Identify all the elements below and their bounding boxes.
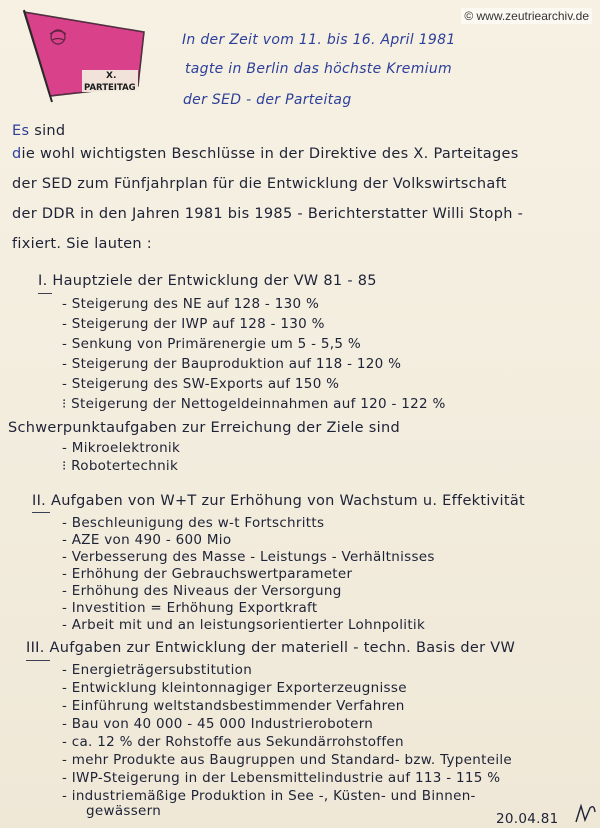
section-1-item: ⁝ Steigerung der Nettogeldeinnahmen auf 120 - 122 % bbox=[62, 396, 446, 412]
section-1-item: - Steigerung des NE auf 128 - 130 % bbox=[62, 296, 320, 312]
intro-line-1: In der Zeit vom 11. bis 16. April 1981 bbox=[182, 32, 456, 48]
section-1-subitem: ⁝ Robotertechnik bbox=[62, 458, 179, 474]
section-1-item: - Steigerung der Bauproduktion auf 118 - 120 % bbox=[62, 356, 402, 372]
paragraph-mark-2: d bbox=[12, 146, 22, 162]
section-3-item: - Einführung weltstandsbestimmender Verfahren bbox=[62, 698, 405, 714]
paragraph-line-2 bbox=[12, 146, 519, 162]
intro-line-3: der SED - der Parteitag bbox=[183, 92, 352, 108]
section-3-item: - industriemäßige Produktion in See -, Küsten- und Binnen- bbox=[62, 788, 476, 804]
section-1-subitem: - Mikroelektronik bbox=[62, 440, 181, 456]
section-1-item: - Steigerung der IWP auf 128 - 130 % bbox=[62, 316, 325, 332]
paragraph-line-1 bbox=[12, 123, 65, 139]
section-3-item: - IWP-Steigerung in der Lebensmittelindustrie auf 113 - 115 % bbox=[62, 770, 501, 786]
section-2-item: - AZE von 490 - 600 Mio bbox=[62, 532, 232, 548]
section-2-item: - Verbesserung des Masse - Leistungs - Verhältnisses bbox=[62, 549, 435, 565]
paragraph-mark-1: Es bbox=[12, 123, 30, 139]
section-3-item: - ca. 12 % der Rohstoffe aus Sekundärrohstoffen bbox=[62, 734, 404, 750]
section-2-item: - Erhöhung der Gebrauchswertparameter bbox=[62, 566, 353, 582]
signature-mark bbox=[572, 800, 598, 826]
section-1-subheading: Schwerpunktaufgaben zur Erreichung der Ziele sind bbox=[8, 420, 400, 436]
section-3-item-continuation: gewässern bbox=[86, 803, 162, 819]
section-1-item: - Steigerung des SW-Exports auf 150 % bbox=[62, 376, 340, 392]
intro-line-2: tagte in Berlin das höchste Kremium bbox=[185, 61, 452, 77]
section-2-heading: II. Aufgaben von W+T zur Erhöhung von Wachstum u. Effektivität bbox=[32, 493, 526, 509]
section-3-item: - mehr Produkte aus Baugruppen und Standard- bzw. Typenteile bbox=[62, 752, 513, 768]
section-1-heading: I. Hauptziele der Entwicklung der VW 81 - 85 bbox=[38, 273, 377, 289]
footer-date: 20.04.81 bbox=[496, 811, 559, 827]
section-3-item: - Bau von 40 000 - 45 000 Industrierobotern bbox=[62, 716, 374, 732]
paragraph-line-3: der SED zum Fünfjahrplan für die Entwicklung der Volkswirtschaft bbox=[12, 176, 507, 192]
section-2-item: - Investition = Erhöhung Exportkraft bbox=[62, 600, 318, 616]
paragraph-line-5: fixiert. Sie lauten : bbox=[12, 236, 152, 252]
section-1-item: - Senkung von Primärenergie um 5 - 5,5 % bbox=[62, 336, 361, 352]
paragraph-line-1-text: sind bbox=[34, 123, 66, 139]
section-2-underline bbox=[32, 512, 50, 513]
section-2-item: - Arbeit mit und an leistungsorientierter Lohnpolitik bbox=[62, 617, 426, 633]
paragraph-line-2-text: ie wohl wichtigsten Beschlüsse in der Direktive des X. Parteitages bbox=[21, 146, 519, 162]
section-3-item: - Entwicklung kleintonnagiger Exporterzeugnisse bbox=[62, 680, 407, 696]
section-3-underline bbox=[26, 660, 50, 661]
paragraph-line-4: der DDR in den Jahren 1981 bis 1985 - Berichterstatter Willi Stoph - bbox=[12, 206, 524, 222]
watermark: © www.zeutriearchiv.de bbox=[461, 8, 592, 24]
logo-numeral: X. bbox=[106, 71, 117, 81]
parteitag-flag-logo bbox=[20, 4, 150, 104]
section-2-item: - Beschleunigung des w-t Fortschritts bbox=[62, 515, 325, 531]
section-1-underline bbox=[38, 293, 52, 294]
section-3-heading: III. Aufgaben zur Entwicklung der materiell - techn. Basis der VW bbox=[26, 640, 516, 656]
section-3-item: - Energieträgersubstitution bbox=[62, 662, 253, 678]
section-2-item: - Erhöhung des Niveaus der Versorgung bbox=[62, 583, 342, 599]
logo-caption: PARTEITAG bbox=[84, 83, 136, 93]
